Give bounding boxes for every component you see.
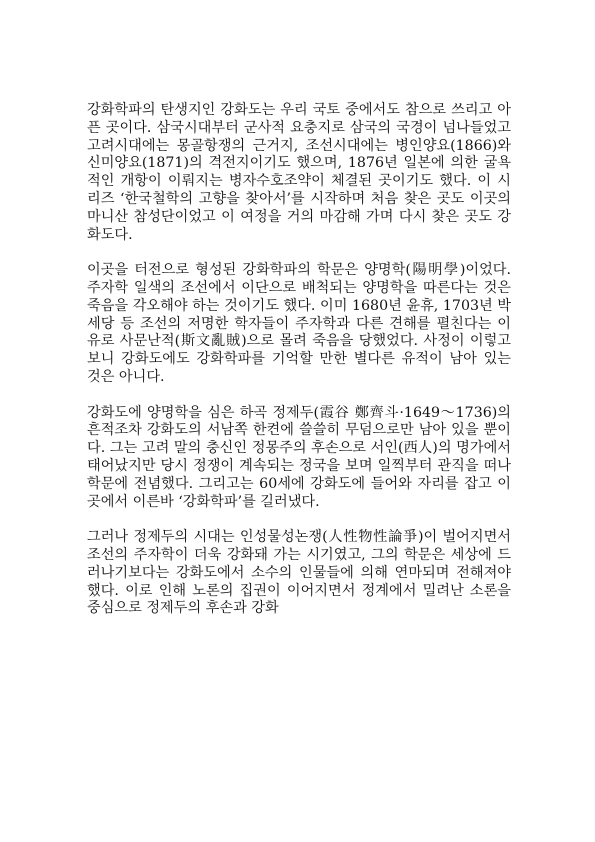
paragraph-1: 강화학파의 탄생지인 강화도는 우리 국토 중에서도 참으로 쓰리고 아픈 곳이다. 삼국시대부터 군사적 요충지로 삼국의 국경이 넘나들었고 고려시대에는 몽골항쟁의 근거지, 조선시대에는 병인양요(1866)와 신미양요(1871)의 격전지이기도 했으며, 1876년 일본에 의한 굴욕적인 개항이 이뤄지는 병자수호조약이 체결된 곳이기도 했다. 이 시리즈 ‘한국철학의 고향을 찾아서’를 시작하며 처음 찾은 곳도 이곳의 마니산 참성단이었고 이 여정을 거의 마감해 가며 다시 찾은 곳도 강화도다.: [87, 102, 511, 243]
paragraph-3: 강화도에 양명학을 심은 하곡 정제두(霞谷 鄭齊斗·1649～1736)의 흔적조차 강화도의 서남쪽 한켠에 쓸쓸히 무덤으로만 남아 있을 뿐이다. 그는 고려 말의 충신인 정몽주의 후손으로 서인(西人)의 명가에서 태어났지만 당시 정쟁이 계속되는 정국을 보며 일찍부터 관직을 떠나 학문에 전념했다. 그리고는 60세에 강화도에 들어와 자리를 잡고 이곳에서 이른바 ‘강화학파’를 길러냈다.: [87, 404, 511, 510]
paragraph-4: 그러나 정제두의 시대는 인성물성논쟁(人性物性論爭)이 벌어지면서 조선의 주자학이 더욱 강화돼 가는 시기였고, 그의 학문은 세상에 드러나기보다는 강화도에서 소수의 인물들에 의해 연마되며 전해져야 했다. 이로 인해 노론의 집권이 이어지면서 정계에서 밀려난 소론을 중심으로 정제두의 후손과 강화: [87, 529, 511, 617]
document-page: [87, 102, 511, 618]
paragraph-2: 이곳을 터전으로 형성된 강화학파의 학문은 양명학(陽明學)이었다. 주자학 일색의 조선에서 이단으로 배척되는 양명학을 따른다는 것은 죽음을 각오해야 하는 것이기도 했다. 이미 1680년 윤휴, 1703년 박세당 등 조선의 저명한 학자들이 주자학과 다른 견해를 펼친다는 이유로 사문난적(斯文亂賊)으로 몰려 죽음을 당했었다. 사정이 이렇고 보니 강화도에도 강화학파를 기억할 만한 별다른 유적이 남아 있는 것은 아니다.: [87, 262, 511, 385]
